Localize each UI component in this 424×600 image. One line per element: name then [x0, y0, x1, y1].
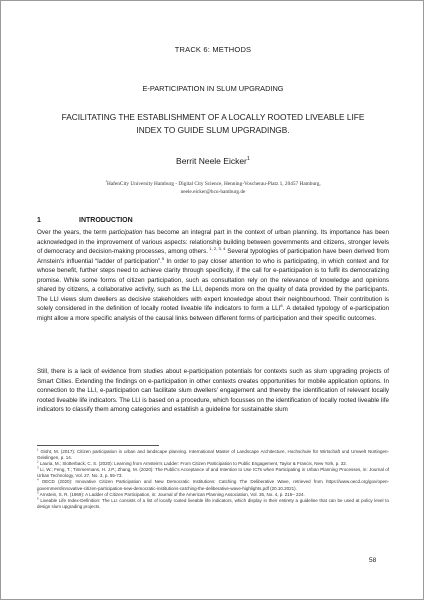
paragraph-1-emphasis: participation: [108, 229, 143, 236]
footnote-marker: 5: [37, 490, 39, 495]
footnote-divider: [37, 445, 159, 446]
page-number: 58: [369, 557, 377, 564]
paragraph-1-text-d: In order to pay closer attention to who is participating, in which context and for whose benefit, further steps need to achieve clarity through specificity, if the call for e-participation is to fulfil its democratizing promise. While some forms of citizen participation, such as consultation rely on the relevance of knowledge and opinions shared by citizens, a collaborative activity, such as the LLI, depends more on the quality of data provided by the participants. The LLI views slum dwellers as decisive stakeholders with expert knowledge about their neighbourhood. Their contribution is solely considered in the definition of locally rooted liveable life indicators to form a LLI: [37, 257, 389, 312]
footnote-text: Liveable Life Index-Definition: The LLI consists of a list of locally rooted liveable life indicators, which display in their entirety a guideline that can be used at policy level to design slum upgrading projects.: [37, 497, 389, 509]
section-title: INTRODUCTION: [79, 217, 133, 224]
footnote-marker: 1: [37, 447, 39, 452]
footnote-marker: 6: [37, 496, 39, 501]
section-number: 1: [37, 217, 41, 224]
paragraph-1: [37, 228, 389, 323]
paper-title: FACILITATING THE ESTABLISHMENT OF A LOCALLY ROOTED LIVEABLE LIFE INDEX TO GUIDE SLUM UPGRADINGB.: [61, 112, 365, 135]
footnote-6: [37, 498, 389, 510]
footnote-text: Lauria, M.; Slotterback, C. S. (2020): Learning from Arnstein's Ladder: From Citizen Participation to Public Engagement, Taylor & Francis, New York, p. 32.: [39, 461, 348, 467]
footnote-ref-1-4: 1, 2, 3, 4: [207, 245, 226, 251]
paragraph-2-text: Still, there is a lack of evidence from studies about e-participation potentials for contexts such as slum upgrading projects of Smart Cities. Extending the findings on e-participation in other contexts creates opportunities for mobile application options. In connection to the LLI, e-participation can facilitate slum dwellers' engagement and thereby the identification of relevant locally rooted liveable life indicators. The LLI is based on a procedure, which focusses on the identification of locally rooted liveable life indicators to classify them among categories and establish a guideline for sustainable slum: [37, 368, 389, 413]
footnote-1: [37, 449, 389, 461]
affiliation: [101, 181, 325, 196]
footnote-text: Gisht, M. (2017): Citizen participation in urban and landscape planning. International Master of Landscape Architecture, Hochschule für Wirtschaft und Umwelt Nürtingen-Geislingen, p. 14.: [37, 449, 389, 461]
footnote-3: [37, 467, 389, 479]
section-heading: [37, 217, 133, 224]
author-line: [1, 156, 424, 166]
paragraph-2: [37, 367, 389, 415]
footnote-ref-5: 5: [161, 255, 165, 261]
paragraph-1-text-b: has become an integral part in the context of urban planning. Its importance has been acknowledged in the improvement of various aspects: relationship building between governments and citizens, stronger levels of democracy and decision-making processes, among others.: [37, 229, 389, 255]
footnotes: [37, 449, 389, 510]
footnote-marker: 4: [37, 477, 39, 482]
paragraph-1-text-c: Several typologies of participation have been derived from Arnstein's influential “ladder of participation”.: [37, 248, 389, 265]
paragraph-1-text-a: Over the years, the term: [37, 229, 109, 236]
author-name: Berrit Neele Eicker: [176, 156, 247, 166]
affiliation-address: HafenCity University Hamburg - Digital City Science, Henning-Voscherau-Platz 1, 20457 Hamburg,: [106, 181, 321, 187]
affiliation-email: neele.eicker@hcu-hamburg.de: [180, 188, 246, 195]
paper-subtitle: E-PARTICIPATION IN SLUM UPGRADING: [142, 84, 284, 93]
footnote-text: Arnstein, S. R. (1969): A Ladder of Citizen Participation, in: Journal of the American Planning Association, Vol. 35, No. 4, p. 216– 224.: [39, 491, 305, 497]
footnote-4: [37, 479, 389, 491]
footnote-text: Li, W.; Feng, T.; Timmermans, H. J.P.; Zhang, M. (2020): The Public's Acceptance of and Intention to Use ICTs when Participating in Urban Planning Processes, in: Journal of Urban Technology, Vol. 27, No. 3, p. 55-73.: [37, 467, 389, 479]
footnote-ref-6: 6: [280, 302, 283, 308]
affiliation-marker: 1: [105, 179, 107, 184]
track-label: TRACK 6: METHODS: [174, 45, 252, 54]
author-affiliation-marker: 1: [246, 156, 250, 163]
footnote-text: OECD (2020): Innovative Citizen Participation and New Democratic Institutions: Catching The Deliberative Wave, retrieved from https://www.oecd.org/gov/open-government/innovative-citizen-participation-new-democratic-institutions-catching-the-deliberative-wave-highlights.pdf (20.10.2021).: [37, 479, 389, 491]
paragraph-1-text-e: . A detailed typology of e-participation might allow a more specific analysis of the causal links between different forms of participation and their specific outcomes.: [37, 305, 389, 322]
footnote-marker: 2: [37, 459, 39, 464]
footnote-marker: 3: [37, 465, 39, 470]
